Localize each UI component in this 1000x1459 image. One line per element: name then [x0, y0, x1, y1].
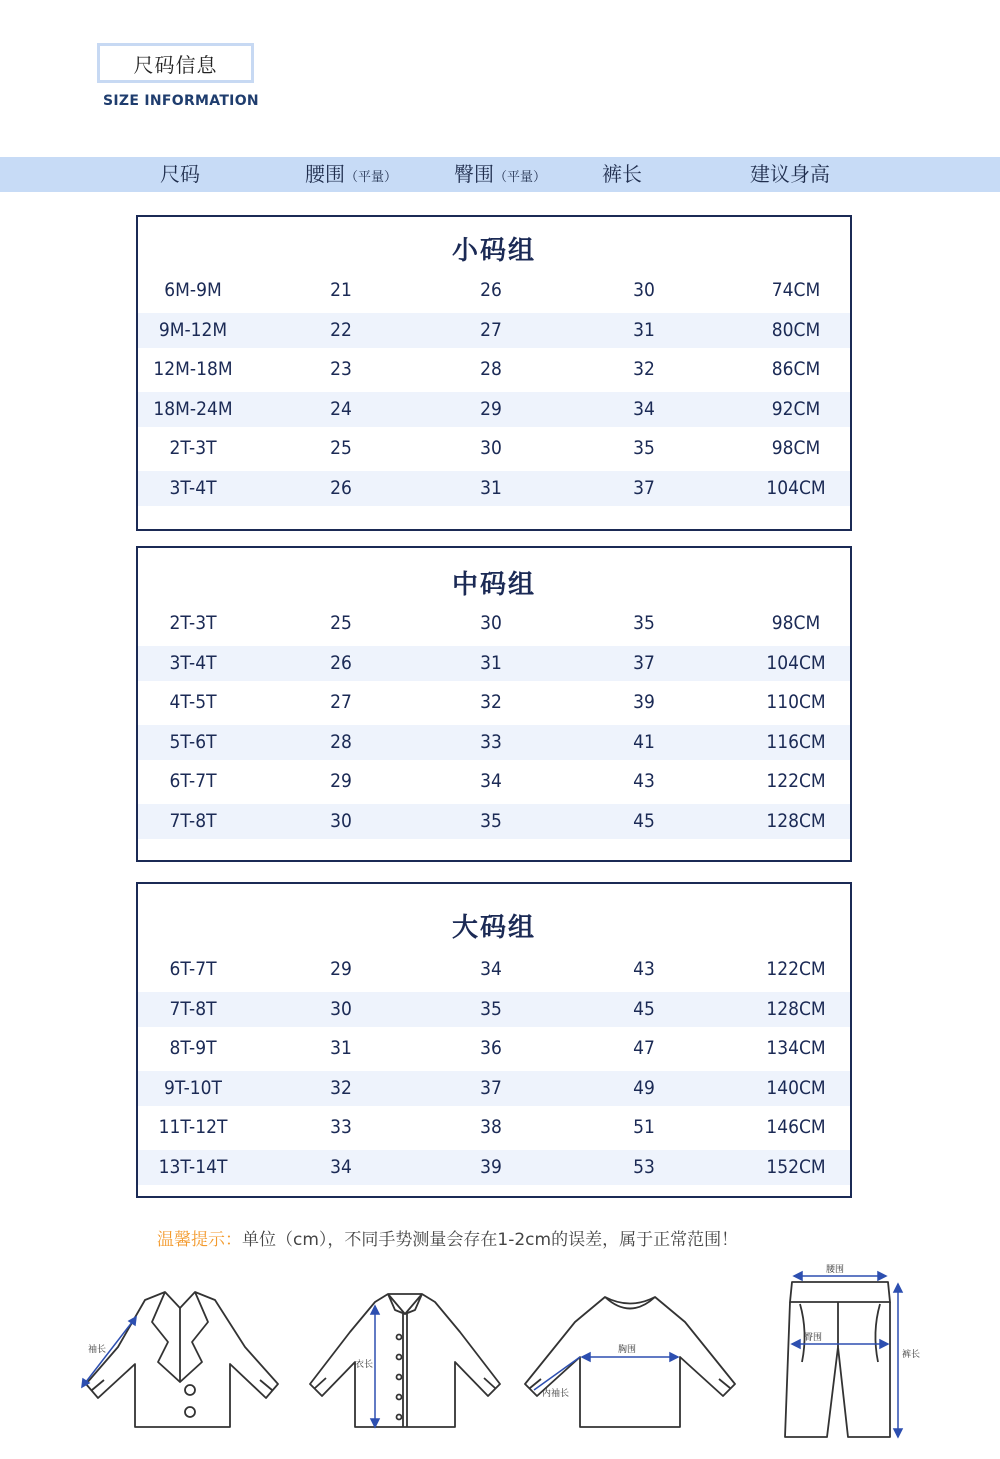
table-row	[138, 1150, 850, 1185]
cell-hip: 27	[480, 318, 502, 341]
table-row	[138, 992, 850, 1027]
cell-hip: 35	[480, 997, 502, 1020]
cell-height: 128CM	[766, 809, 826, 832]
cell-hip: 30	[480, 612, 502, 634]
cell-height: 98CM	[771, 437, 821, 459]
table-row	[138, 1071, 850, 1106]
cell-height: 110CM	[766, 691, 826, 713]
tshirt-diagram	[520, 1262, 740, 1452]
cell-size: 5T-6T	[169, 730, 217, 753]
cell-pants-length: 35	[633, 437, 655, 459]
cell-pants-length: 41	[633, 730, 655, 753]
cell-pants-length: 49	[633, 1076, 655, 1099]
cell-size: 2T-3T	[169, 437, 217, 459]
cell-pants-length: 45	[633, 809, 655, 832]
table-row	[138, 392, 850, 427]
shirt-diagram	[295, 1262, 515, 1452]
cell-waist: 26	[330, 476, 352, 499]
table-row	[138, 952, 850, 987]
cell-hip: 35	[480, 809, 502, 832]
table-row	[138, 685, 850, 720]
cell-height: 98CM	[771, 612, 821, 634]
cell-height: 152CM	[766, 1155, 826, 1178]
cell-size: 6M-9M	[164, 279, 222, 301]
cell-hip: 28	[480, 358, 502, 380]
cell-size: 9M-12M	[158, 318, 228, 341]
table-row	[138, 471, 850, 506]
cell-size: 13T-14T	[158, 1155, 228, 1178]
cell-pants-length: 35	[633, 612, 655, 634]
cell-hip: 29	[480, 397, 502, 420]
table-row	[138, 725, 850, 760]
cell-size: 8T-9T	[169, 1037, 217, 1059]
cell-height: 128CM	[766, 997, 826, 1020]
measurement-tip	[157, 1225, 738, 1250]
label-inner-sleeve: 内袖长	[542, 1389, 570, 1399]
cell-hip: 26	[480, 279, 502, 301]
tip-lead: 温馨提示：	[157, 1230, 242, 1250]
cell-size: 6T-7T	[169, 958, 217, 980]
cell-size: 12M-18M	[153, 358, 233, 380]
cell-pants-length: 53	[633, 1155, 655, 1178]
cell-pants-length: 37	[633, 651, 655, 674]
cell-size: 2T-3T	[169, 612, 217, 634]
cell-pants-length: 32	[633, 358, 655, 380]
cell-size: 4T-5T	[169, 691, 217, 713]
col-header-size: 尺码	[160, 162, 200, 186]
cell-pants-length: 31	[633, 318, 655, 341]
cell-waist: 23	[330, 358, 352, 380]
cell-height: 80CM	[771, 318, 821, 341]
cell-size: 18M-24M	[153, 397, 233, 420]
jacket-diagram	[70, 1262, 290, 1452]
cell-pants-length: 47	[633, 1037, 655, 1059]
cell-size: 7T-8T	[169, 809, 217, 832]
size-info-subtitle: SIZE INFORMATION	[103, 93, 259, 109]
cell-hip: 31	[480, 651, 502, 674]
cell-pants-length: 37	[633, 476, 655, 499]
cell-waist: 31	[330, 1037, 352, 1059]
table-row	[138, 646, 850, 681]
cell-height: 140CM	[766, 1076, 826, 1099]
table-row	[138, 273, 850, 308]
cell-height: 104CM	[766, 651, 826, 674]
cell-waist: 29	[330, 770, 352, 792]
table-row	[138, 764, 850, 799]
cell-hip: 38	[480, 1116, 502, 1138]
table-row	[138, 313, 850, 348]
cell-pants-length: 30	[633, 279, 655, 301]
cell-size: 3T-4T	[169, 476, 217, 499]
cell-pants-length: 34	[633, 397, 655, 420]
pants-diagram	[780, 1262, 930, 1452]
cell-height: 104CM	[766, 476, 826, 499]
cell-waist: 30	[330, 809, 352, 832]
cell-hip: 36	[480, 1037, 502, 1059]
cell-pants-length: 51	[633, 1116, 655, 1138]
label-pants-length: 裤长	[902, 1350, 921, 1360]
label-hip: 臀围	[804, 1333, 823, 1343]
cell-waist: 26	[330, 651, 352, 674]
cell-height: 146CM	[766, 1116, 826, 1138]
cell-hip: 30	[480, 437, 502, 459]
cell-size: 7T-8T	[169, 997, 217, 1020]
cell-hip: 32	[480, 691, 502, 713]
cell-waist: 25	[330, 437, 352, 459]
cell-size: 6T-7T	[169, 770, 217, 792]
group-title: 小码组	[451, 236, 536, 266]
group-title: 中码组	[451, 570, 536, 600]
table-row	[138, 1110, 850, 1145]
tip-text: 单位（cm），不同手势测量会存在1-2cm的误差，属于正常范围！	[242, 1230, 739, 1250]
group-title: 大码组	[451, 913, 536, 943]
cell-height: 86CM	[771, 358, 821, 380]
table-row	[138, 352, 850, 387]
cell-waist: 28	[330, 730, 352, 753]
measurement-diagrams	[0, 1262, 1000, 1452]
cell-pants-length: 43	[633, 958, 655, 980]
column-header-band	[0, 157, 1000, 192]
label-waist: 腰围	[826, 1265, 845, 1275]
cell-height: 74CM	[771, 279, 821, 301]
cell-size: 11T-12T	[158, 1116, 228, 1138]
cell-waist: 25	[330, 612, 352, 634]
cell-height: 134CM	[766, 1037, 826, 1059]
size-info-title: 尺码信息	[97, 43, 254, 83]
cell-waist: 30	[330, 997, 352, 1020]
cell-height: 122CM	[766, 958, 826, 980]
cell-waist: 29	[330, 958, 352, 980]
cell-waist: 24	[330, 397, 352, 420]
label-chest: 胸围	[618, 1345, 637, 1355]
cell-waist: 32	[330, 1076, 352, 1099]
cell-size: 9T-10T	[164, 1076, 222, 1099]
cell-waist: 22	[330, 318, 352, 341]
size-group-3	[136, 882, 852, 1198]
cell-hip: 37	[480, 1076, 502, 1099]
table-row	[138, 1031, 850, 1066]
table-row	[138, 606, 850, 641]
cell-waist: 27	[330, 691, 352, 713]
cell-hip: 34	[480, 958, 502, 980]
col-header-hip: 臀围（平量）	[454, 162, 547, 186]
col-header-height: 建议身高	[750, 162, 830, 186]
cell-waist: 21	[330, 279, 352, 301]
cell-hip: 34	[480, 770, 502, 792]
cell-size: 3T-4T	[169, 651, 217, 674]
cell-waist: 34	[330, 1155, 352, 1178]
col-header-pants-length: 裤长	[602, 162, 642, 186]
size-group-1	[136, 215, 852, 531]
size-group-2	[136, 546, 852, 862]
cell-hip: 39	[480, 1155, 502, 1178]
cell-height: 116CM	[766, 730, 826, 753]
cell-waist: 33	[330, 1116, 352, 1138]
cell-hip: 31	[480, 476, 502, 499]
table-row	[138, 804, 850, 839]
cell-pants-length: 45	[633, 997, 655, 1020]
table-row	[138, 431, 850, 466]
cell-height: 92CM	[771, 397, 821, 420]
label-length: 衣长	[355, 1360, 374, 1370]
label-sleeve: 袖长	[88, 1345, 107, 1355]
cell-hip: 33	[480, 730, 502, 753]
cell-height: 122CM	[766, 770, 826, 792]
col-header-waist: 腰围（平量）	[305, 162, 398, 186]
cell-pants-length: 43	[633, 770, 655, 792]
cell-pants-length: 39	[633, 691, 655, 713]
